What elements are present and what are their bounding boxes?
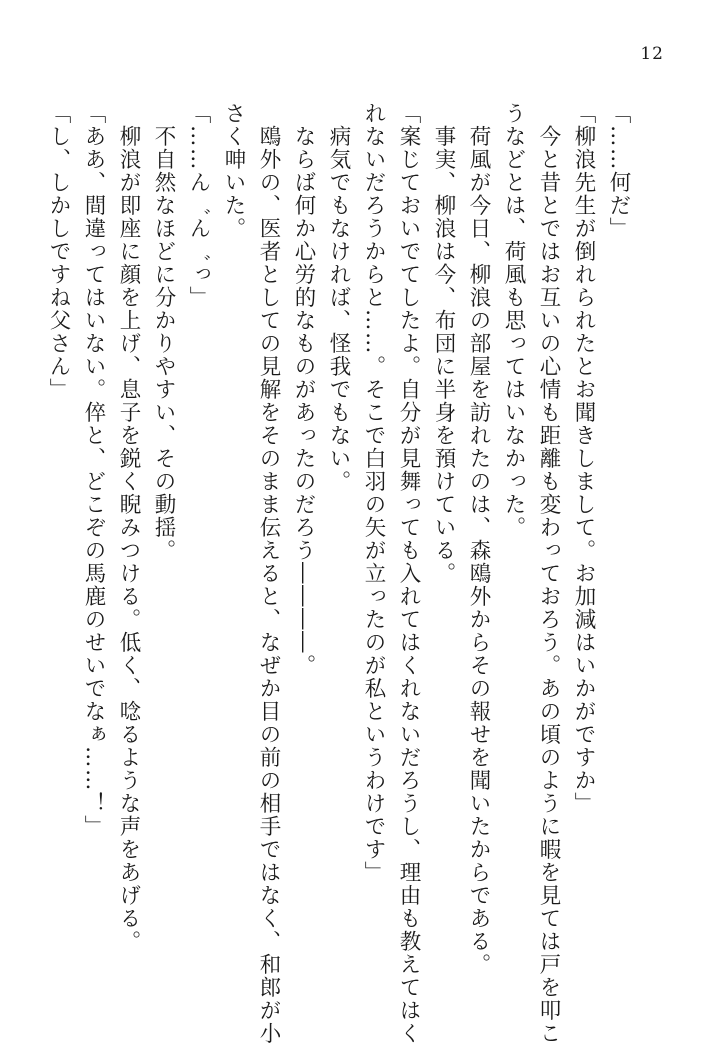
text-line: 今と昔とではお互いの心情も距離も変わっておろう。あの頃のように暇を見ては戸を叩こ	[536, 102, 561, 1045]
text-line: れないだろうからと……。そこで白羽の矢が立ったのが私というわけです」	[361, 102, 386, 884]
text-line: 柳浪が即座に顔を上げ、息子を鋭く睨みつける。低く、唸るような声をあげる。	[116, 102, 141, 953]
text-line: 荷風が今日、柳浪の部屋を訪れたのは、森鴎外からその報せを聞いたからである。	[466, 102, 491, 976]
text-line: 不自然なほどに分かりやすい、その動揺。	[151, 102, 176, 562]
text-line: 「……何だ」	[606, 102, 631, 240]
text-line: さく呻いた。	[221, 102, 246, 240]
text-line: 「し、しかしですね父さん」	[46, 102, 71, 401]
text-line: 「ああ、間違ってはいない。倅と、どこぞの馬鹿のせいでなぁ……！」	[81, 102, 106, 838]
text-line: 事実、柳浪は今、布団に半身を預けている。	[431, 102, 456, 585]
text-line: 「案じておいでてしたよ。自分が見舞っても入れてはくれないだろうし、理由も教えてはく	[396, 102, 421, 1045]
page-number: 12	[640, 44, 664, 64]
vertical-text-body	[41, 102, 636, 1045]
text-line: 「……ん゛ん゛っ」	[186, 102, 211, 309]
text-line: 病気でもなければ、怪我でもない。	[326, 102, 351, 493]
text-line: うなどとは、荷風も思ってはいなかった。	[501, 102, 526, 539]
text-line: 鴎外の、医者としての見解をそのまま伝えると、なぜか目の前の相手ではなく、和郎が小	[256, 102, 281, 1045]
text-line: ならば何か心労的なものがあったのだろう――――。	[291, 102, 316, 677]
text-line: 「柳浪先生が倒れられたとお聞きしまして。お加減はいかがですか」	[571, 102, 596, 815]
